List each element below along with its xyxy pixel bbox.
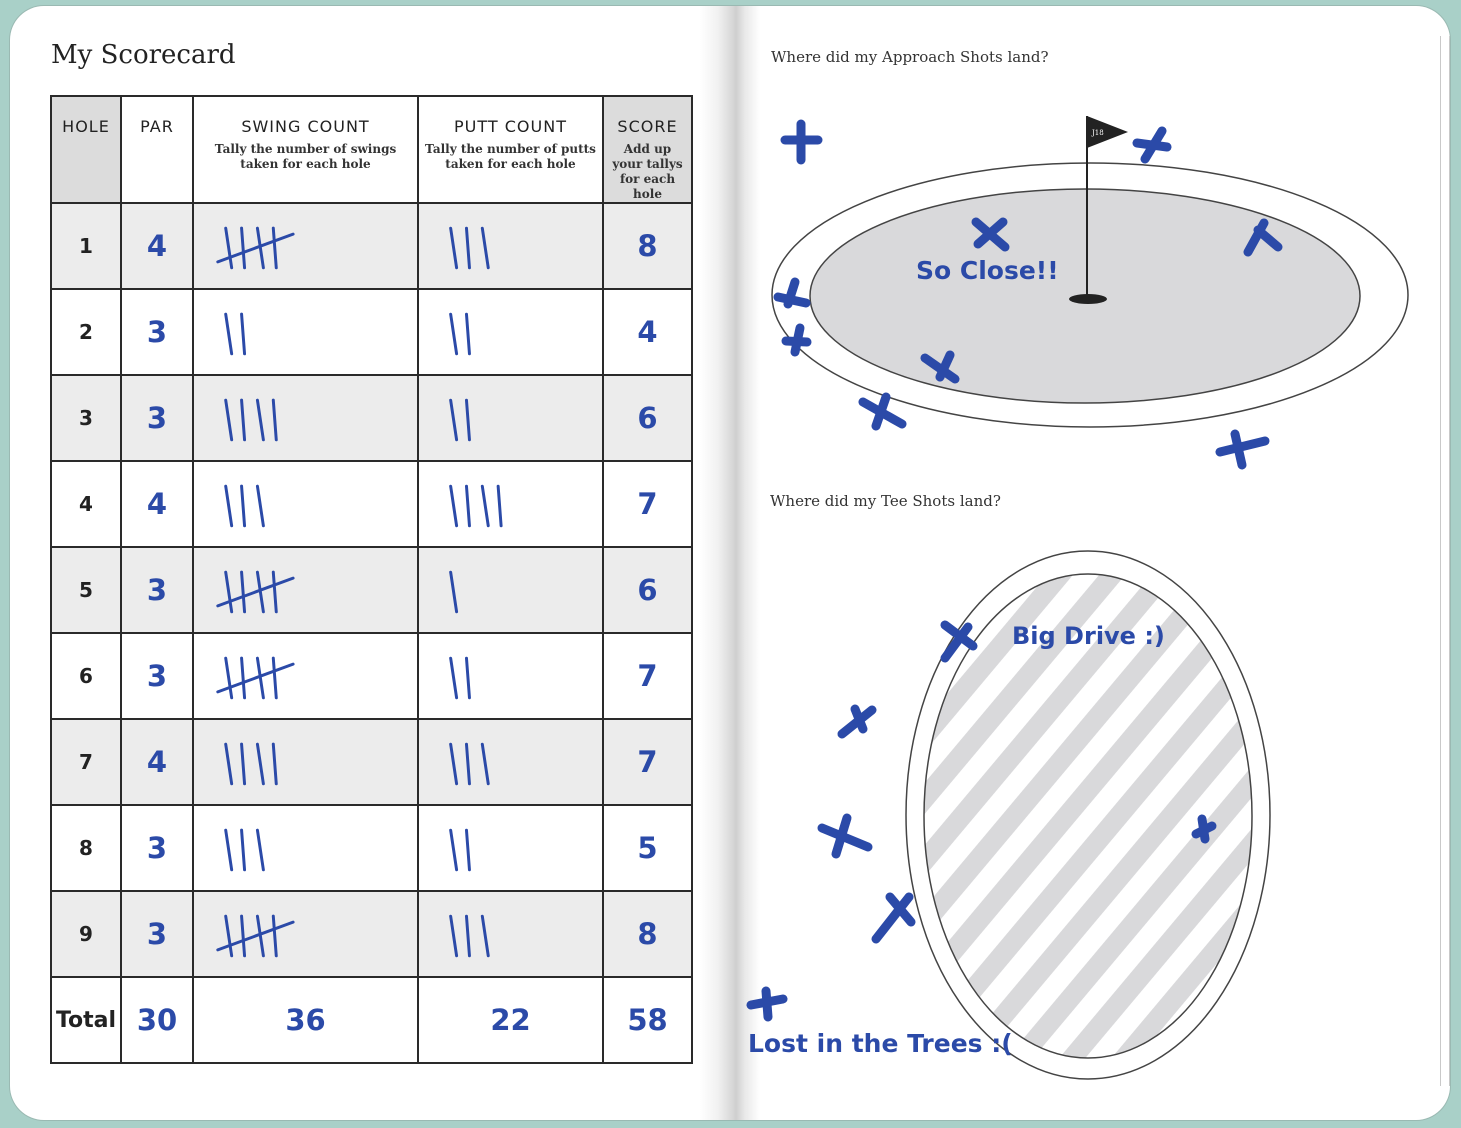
par-value: 3 (121, 891, 193, 977)
score-value: 6 (603, 375, 692, 461)
tee-note-bad: Lost in the Trees :( (748, 1029, 1013, 1058)
par-value: 3 (121, 547, 193, 633)
hole-number: 8 (51, 805, 121, 891)
shot-mark-icon (842, 709, 872, 734)
hole-number: 4 (51, 461, 121, 547)
scorecard-book (10, 6, 1450, 1120)
hole-number: 3 (51, 375, 121, 461)
score-value: 7 (603, 719, 692, 805)
score-header-instructions: Add up your tallys for each hole (612, 142, 683, 201)
hole-number: 7 (51, 719, 121, 805)
par-value: 4 (121, 461, 193, 547)
score-value: 7 (603, 633, 692, 719)
approach-prompt: Where did my Approach Shots land? (771, 48, 1049, 66)
putt-header-instructions: Tally the number of putts taken for each hole (425, 142, 596, 171)
total-swings: 36 (193, 977, 418, 1063)
total-label: Total (51, 977, 121, 1063)
score-value: 8 (603, 203, 692, 289)
approach-note: So Close!! (916, 256, 1059, 285)
score-value: 5 (603, 805, 692, 891)
shot-diagrams (10, 6, 1450, 1120)
tee-note-good: Big Drive :) (1012, 622, 1165, 650)
tee-prompt: Where did my Tee Shots land? (770, 492, 1001, 510)
page-title: My Scorecard (51, 40, 236, 70)
score-value: 6 (603, 547, 692, 633)
hole-number: 2 (51, 289, 121, 375)
score-value: 8 (603, 891, 692, 977)
par-value: 3 (121, 805, 193, 891)
par-value: 3 (121, 289, 193, 375)
score-header-label: SCORE (617, 117, 678, 136)
shot-mark-icon (1220, 434, 1265, 465)
hole-number: 1 (51, 203, 121, 289)
total-par: 30 (121, 977, 193, 1063)
score-value: 4 (603, 289, 692, 375)
par-value: 3 (121, 633, 193, 719)
shot-mark-icon (876, 897, 911, 939)
swing-header-instructions: Tally the number of swings taken for each hole (214, 142, 397, 171)
shot-mark-icon (751, 991, 783, 1017)
shot-mark-icon (1137, 131, 1167, 159)
par-value: 4 (121, 203, 193, 289)
hole-number: 5 (51, 547, 121, 633)
swing-header-label: SWING COUNT (241, 117, 370, 136)
flag-label: J18 (1092, 129, 1104, 137)
hole-number: 6 (51, 633, 121, 719)
hole-number: 9 (51, 891, 121, 977)
score-value: 7 (603, 461, 692, 547)
putt-header-label: PUTT COUNT (454, 117, 567, 136)
total-score: 58 (603, 977, 692, 1063)
par-header-label: PAR (140, 117, 174, 136)
shot-mark-icon (863, 397, 902, 426)
shot-mark-icon (822, 818, 868, 854)
par-value: 4 (121, 719, 193, 805)
hole-header-label: HOLE (62, 117, 110, 136)
shot-mark-icon (785, 124, 818, 160)
par-value: 3 (121, 375, 193, 461)
total-putts: 22 (418, 977, 603, 1063)
